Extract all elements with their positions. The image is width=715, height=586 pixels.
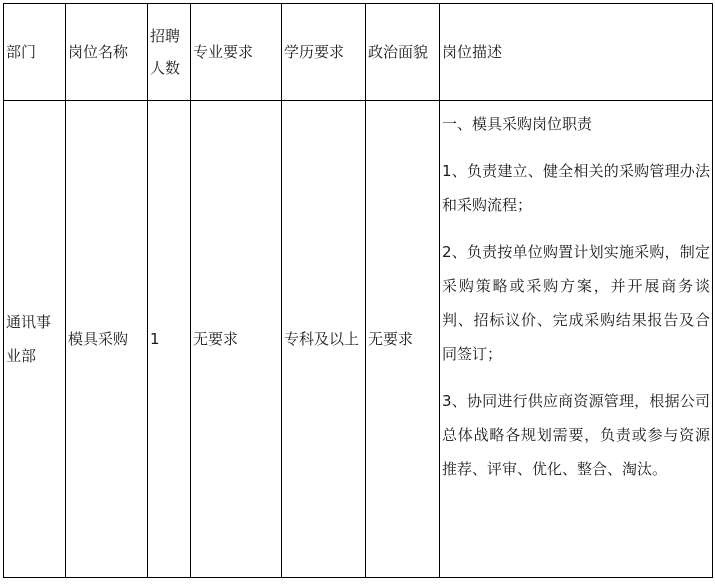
header-cell-political: 政治面貌 <box>366 4 440 101</box>
header-cell-count: 招聘人数 <box>148 4 191 101</box>
header-row <box>4 4 713 101</box>
political-cell: 无要求 <box>366 101 440 578</box>
description-cell <box>440 101 713 578</box>
major-cell: 无要求 <box>191 101 282 578</box>
table-row <box>4 101 713 578</box>
header-cell-department: 部门 <box>4 4 66 101</box>
department-cell: 通讯事业部 <box>4 101 66 578</box>
position-cell: 模具采购 <box>66 101 148 578</box>
job-table <box>3 3 713 578</box>
description-item: 1、负责建立、健全相关的采购管理办法和采购流程； <box>442 162 710 214</box>
description-item: 2、负责按单位购置计划实施采购，制定采购策略或采购方案，并开展商务谈判、招标议价、完成采购结果报告及合同签订； <box>442 243 710 363</box>
header-cell-description: 岗位描述 <box>440 4 713 101</box>
count-cell: 1 <box>148 101 191 578</box>
header-cell-major: 专业要求 <box>191 4 282 101</box>
header-cell-position: 岗位名称 <box>66 4 148 101</box>
description-list <box>442 101 710 486</box>
description-item: 3、协同进行供应商资源管理，根据公司总体战略各规划需要，负责或参与资源推荐、评审、优化、整合、淘汰。 <box>442 392 710 478</box>
description-heading: 一、模具采购岗位职责 <box>442 115 593 133</box>
header-cell-education: 学历要求 <box>282 4 366 101</box>
education-cell: 专科及以上 <box>282 101 366 578</box>
